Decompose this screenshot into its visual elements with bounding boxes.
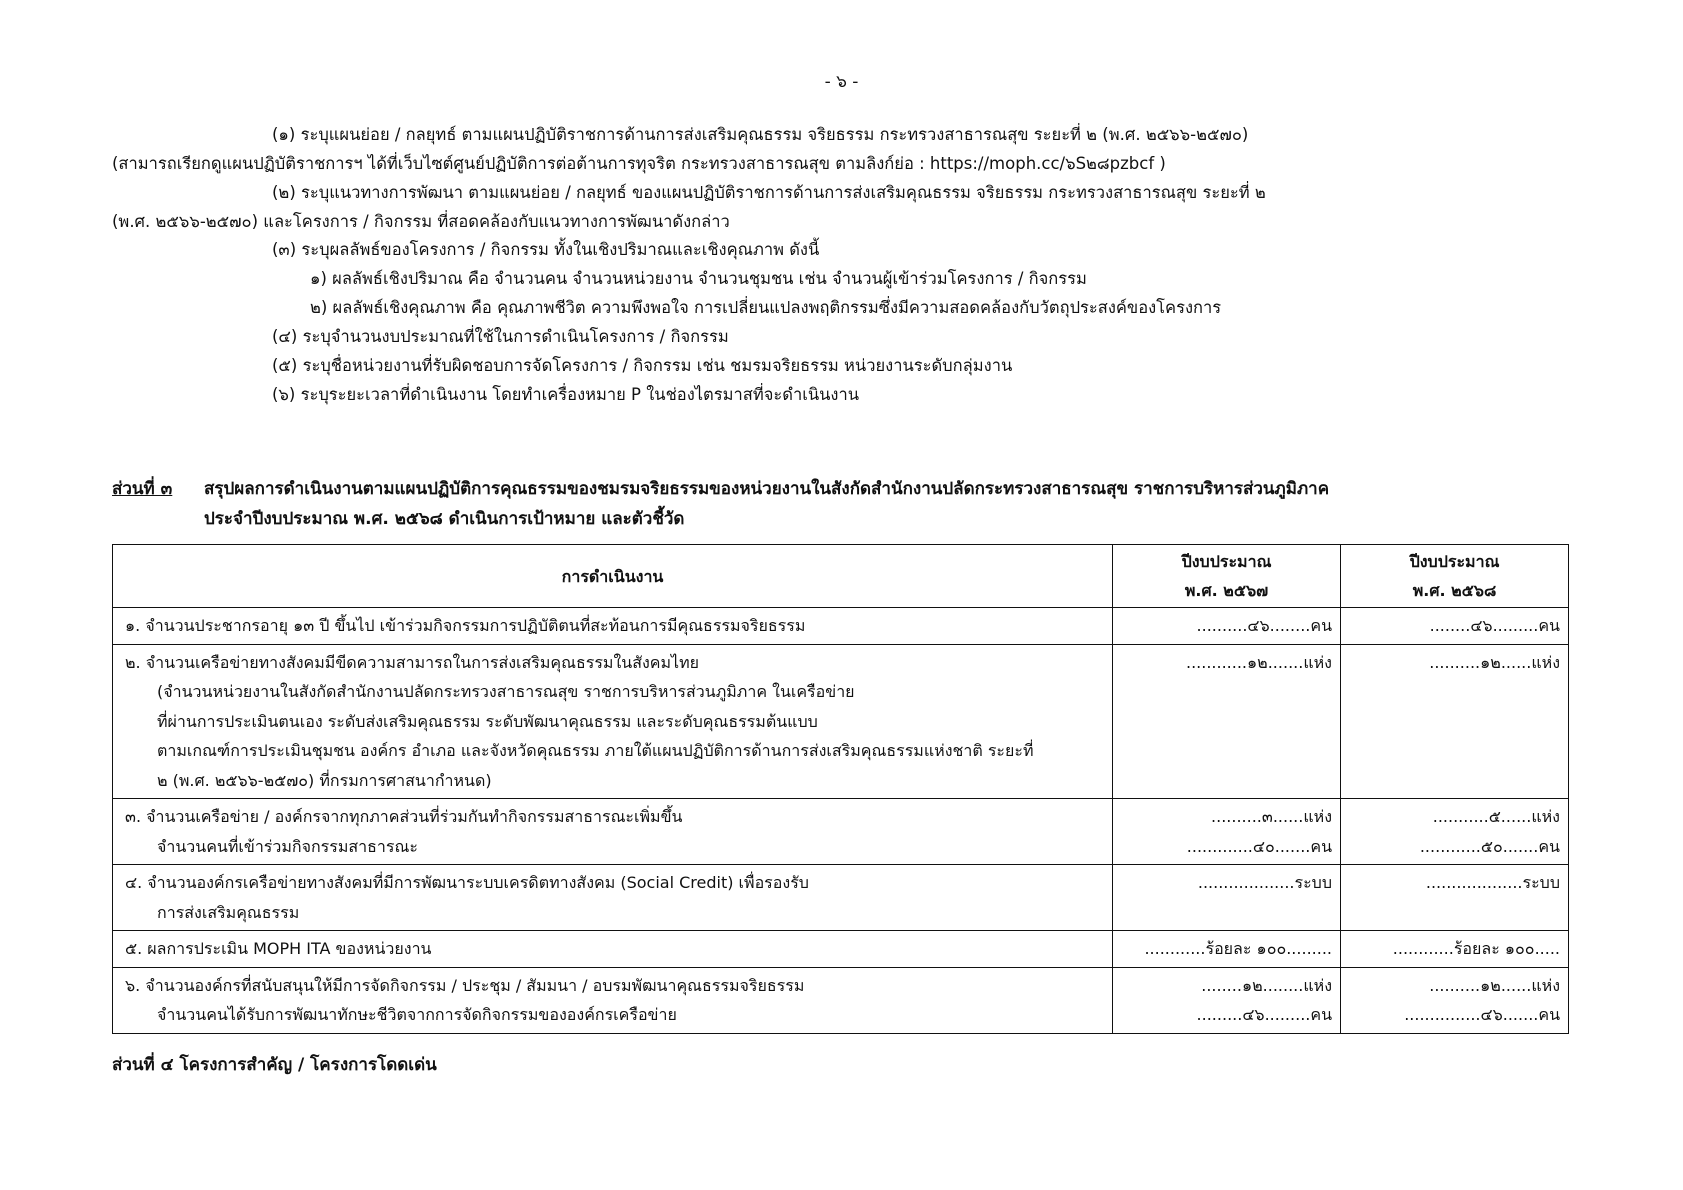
fy2567-value-cell xyxy=(1113,865,1341,931)
fy2567-value-cell xyxy=(1113,799,1341,865)
header-fy2567-line1: ปีงบประมาณ xyxy=(1181,552,1272,571)
fy2567-value-cell xyxy=(1113,608,1341,645)
table-header-row xyxy=(113,545,1569,608)
fy2568-value-cell xyxy=(1341,799,1569,865)
operation-cell xyxy=(113,865,1113,931)
operation-cell xyxy=(113,967,1113,1033)
fy2567-value-cell xyxy=(1113,931,1341,968)
table-row xyxy=(113,608,1569,645)
fy2567-value-cell xyxy=(1113,644,1341,799)
operation-line: ที่ผ่านการประเมินตนเอง ระดับส่งเสริมคุณธรรม ระดับพัฒนาคุณธรรม และระดับคุณธรรมต้นแบบ xyxy=(157,711,818,731)
part3-title-line2: ประจำปีงบประมาณ พ.ศ. ๒๕๖๘ ดำเนินการเป้าหมาย และตัวชี้วัด xyxy=(204,509,685,529)
instruction-3-quantitative: ๑) ผลลัพธ์เชิงปริมาณ คือ จำนวนคน จำนวนหน่วยงาน จำนวนชุมชน เช่น จำนวนผู้เข้าร่วมโครงการ / กิจกรรม xyxy=(310,269,1087,288)
value-line: ..........๓......แห่ง xyxy=(1211,807,1332,826)
operation-line: (จำนวนหน่วยงานในสังกัดสำนักงานปลัดกระทรวงสาธารณสุข ราชการบริหารส่วนภูมิภาค ในเครือข่าย xyxy=(157,682,855,701)
table-row xyxy=(113,967,1569,1033)
page-number: - ๖ - xyxy=(824,72,859,92)
instruction-3: (๓) ระบุผลลัพธ์ของโครงการ / กิจกรรม ทั้งในเชิงปริมาณและเชิงคุณภาพ ดังนี้ xyxy=(272,240,820,259)
value-line: .........๔๖.........คน xyxy=(1196,1005,1332,1024)
value-line: ..........๑๒......แห่ง xyxy=(1429,652,1560,672)
instruction-3-qualitative: ๒) ผลลัพธ์เชิงคุณภาพ คือ คุณภาพชีวิต ความพึงพอใจ การเปลี่ยนแปลงพฤติกรรมซึ่งมีความสอดคล้องกับวัตถุประสงค์ของโครงการ xyxy=(310,298,1222,317)
table-body xyxy=(113,608,1569,1034)
value-line: ............๑๒.......แห่ง xyxy=(1185,652,1332,672)
value-line: ...................ระบบ xyxy=(1425,873,1560,892)
fy2568-value-cell xyxy=(1341,644,1569,799)
table-row xyxy=(113,931,1569,968)
table-row xyxy=(113,799,1569,865)
fy2568-value-cell xyxy=(1341,931,1569,968)
part4-title: ส่วนที่ ๔ โครงการสำคัญ / โครงการโดดเด่น xyxy=(112,1055,437,1075)
part3-label: ส่วนที่ ๓ xyxy=(112,479,173,499)
fy2567-value-cell xyxy=(1113,967,1341,1033)
value-line: ............ร้อยละ ๑๐๐..... xyxy=(1392,939,1560,958)
header-fy2568-line1: ปีงบประมาณ xyxy=(1409,552,1500,571)
operation-line: การส่งเสริมคุณธรรม xyxy=(157,902,300,922)
header-fy2568-line2: พ.ศ. ๒๕๖๘ xyxy=(1412,581,1497,600)
instruction-6: (๖) ระบุระยะเวลาที่ดำเนินงาน โดยทำเครื่องหมาย P ในช่องไตรมาสที่จะดำเนินงาน xyxy=(272,385,860,404)
operation-line: จำนวนคนได้รับการพัฒนาทักษะชีวิตจากการจัดกิจกรรมขององค์กรเครือข่าย xyxy=(157,1005,677,1024)
table-row xyxy=(113,865,1569,931)
fy2568-value-cell xyxy=(1341,608,1569,645)
operation-line: ๔. จำนวนองค์กรเครือข่ายทางสังคมที่มีการพัฒนาระบบเครดิตทางสังคม (Social Credit) เพื่อรองรับ xyxy=(125,873,809,892)
part3-title-line1: สรุปผลการดำเนินงานตามแผนปฏิบัติการคุณธรรมของชมรมจริยธรรมของหน่วยงานในสังกัดสำนักงานปลัดกระทรวงสาธารณสุข ราชการบริหารส่วนภูมิภาค xyxy=(204,479,1330,499)
value-line: ........๔๖.........คน xyxy=(1429,616,1560,635)
part3-title xyxy=(112,477,1329,501)
operation-line: จำนวนคนที่เข้าร่วมกิจกรรมสาธารณะ xyxy=(157,836,418,856)
operation-cell xyxy=(113,644,1113,799)
header-fy2567-line2: พ.ศ. ๒๕๖๗ xyxy=(1184,581,1269,600)
instruction-1-continued: (สามารถเรียกดูแผนปฏิบัติราชการฯ ได้ที่เว็บไซต์ศูนย์ปฏิบัติการต่อต้านการทุจริต กระทรวงสาธารณสุข ตามลิงก์ย่อ : https://moph.cc/๖S๒๘pzbcf ) xyxy=(112,154,1166,173)
value-line: ...............๔๖.......คน xyxy=(1404,1005,1560,1024)
instruction-2-continued: (พ.ศ. ๒๕๖๖-๒๕๗๐) และโครงการ / กิจกรรม ที่สอดคล้องกับแนวทางการพัฒนาดังกล่าว xyxy=(112,212,730,231)
instruction-4: (๔) ระบุจำนวนงบประมาณที่ใช้ในการดำเนินโครงการ / กิจกรรม xyxy=(272,327,729,346)
table-row xyxy=(113,644,1569,799)
summary-table xyxy=(112,544,1569,1034)
value-line: ...........๕......แห่ง xyxy=(1432,807,1560,826)
instruction-1: (๑) ระบุแผนย่อย / กลยุทธ์ ตามแผนปฏิบัติราชการด้านการส่งเสริมคุณธรรม จริยธรรม กระทรวงสาธารณสุข ระยะที่ ๒ (พ.ศ. ๒๕๖๖-๒๕๗๐) xyxy=(272,125,1249,144)
operation-line: ๒ (พ.ศ. ๒๕๖๖-๒๕๗๐) ที่กรมการศาสนากำหนด) xyxy=(157,770,492,790)
operation-line: ๑. จำนวนประชากรอายุ ๑๓ ปี ขึ้นไป เข้าร่วมกิจกรรมการปฏิบัติตนที่สะท้อนการมีคุณธรรมจริยธรรม xyxy=(125,616,806,635)
header-operation: การดำเนินงาน xyxy=(113,545,1113,608)
value-line: .............๔๐.......คน xyxy=(1186,836,1332,856)
value-line: ............ร้อยละ ๑๐๐......... xyxy=(1144,939,1332,958)
operation-line: ๒. จำนวนเครือข่ายทางสังคมมีขีดความสามารถในการส่งเสริมคุณธรรมในสังคมไทย xyxy=(125,652,699,672)
fy2568-value-cell xyxy=(1341,967,1569,1033)
header-fy2567 xyxy=(1113,545,1341,608)
operation-line: ๖. จำนวนองค์กรที่สนับสนุนให้มีการจัดกิจกรรม / ประชุม / สัมมนา / อบรมพัฒนาคุณธรรมจริยธรรม xyxy=(125,975,805,995)
fy2568-value-cell xyxy=(1341,865,1569,931)
instruction-5: (๕) ระบุชื่อหน่วยงานที่รับผิดชอบการจัดโครงการ / กิจกรรม เช่น ชมรมจริยธรรม หน่วยงานระดับกลุ่มงาน xyxy=(272,356,1013,375)
value-line: ............๕๐.......คน xyxy=(1419,836,1560,856)
header-fy2568 xyxy=(1341,545,1569,608)
value-line: ...................ระบบ xyxy=(1197,873,1332,892)
operation-cell xyxy=(113,608,1113,645)
operation-cell xyxy=(113,799,1113,865)
instruction-2: (๒) ระบุแนวทางการพัฒนา ตามแผนย่อย / กลยุทธ์ ของแผนปฏิบัติราชการด้านการส่งเสริมคุณธรรม จริยธรรม กระทรวงสาธารณสุข ระยะที่ ๒ xyxy=(272,183,1266,202)
operation-line: ๓. จำนวนเครือข่าย / องค์กรจากทุกภาคส่วนที่ร่วมกันทำกิจกรรมสาธารณะเพิ่มขึ้น xyxy=(125,807,683,826)
value-line: ..........๑๒......แห่ง xyxy=(1429,975,1560,995)
value-line: ..........๔๖........คน xyxy=(1196,616,1332,635)
operation-line: ตามเกณฑ์การประเมินชุมชน องค์กร อำเภอ และจังหวัดคุณธรรม ภายใต้แผนปฏิบัติการด้านการส่งเสริมคุณธรรมแห่งชาติ ระยะที่ xyxy=(157,741,1034,760)
operation-cell xyxy=(113,931,1113,968)
operation-line: ๕. ผลการประเมิน MOPH ITA ของหน่วยงาน xyxy=(125,939,432,958)
value-line: ........๑๒........แห่ง xyxy=(1201,975,1332,995)
